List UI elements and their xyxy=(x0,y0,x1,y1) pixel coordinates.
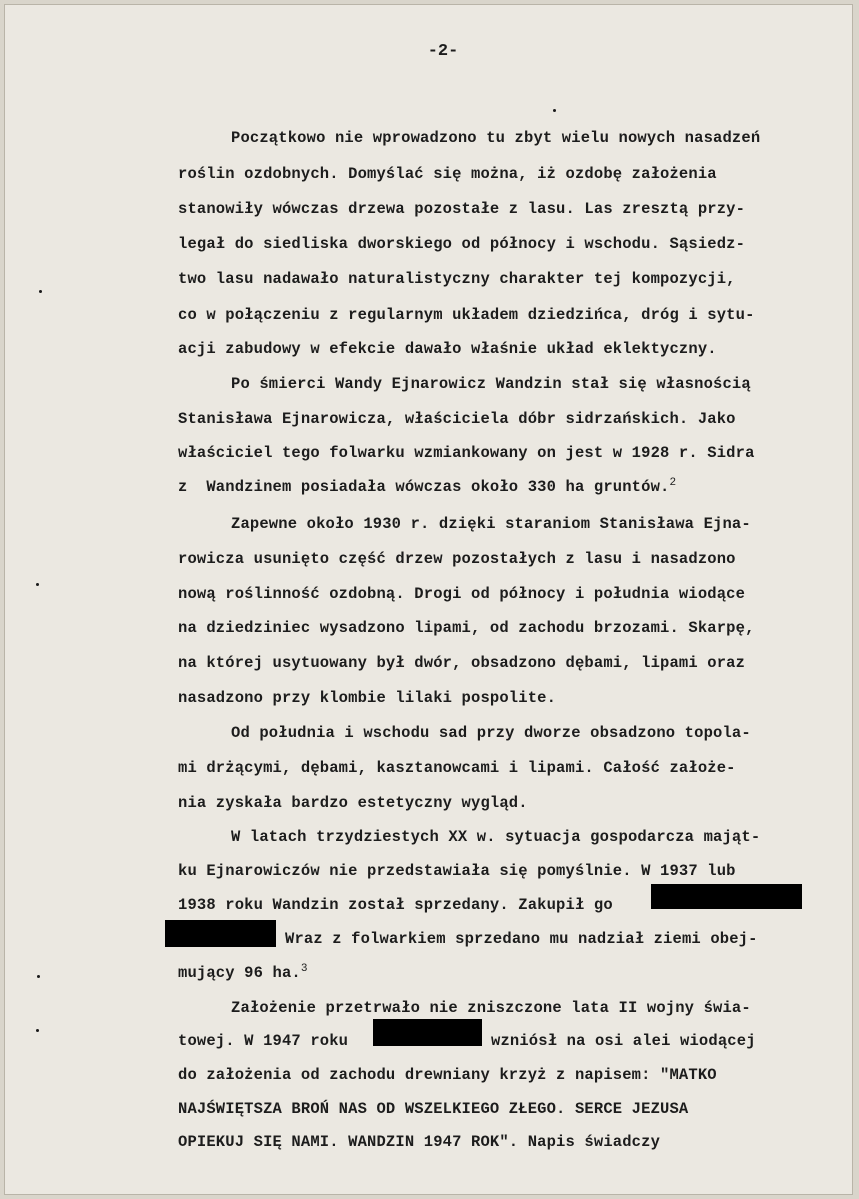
margin-speck xyxy=(37,975,40,978)
text-line xyxy=(178,477,676,496)
text-line: do założenia od zachodu drewniany krzyż z napisem: "MATKO xyxy=(178,1066,717,1084)
text-line: Stanisława Ejnarowicza, właściciela dóbr sidrzańskich. Jako xyxy=(178,410,736,428)
text-line: mi drżącymi, dębami, kasztanowcami i lipami. Całość założe- xyxy=(178,759,736,777)
text-line: Wraz z folwarkiem sprzedano mu nadział ziemi obej- xyxy=(285,930,758,948)
redaction-block xyxy=(373,1019,482,1046)
document-page xyxy=(4,4,853,1195)
text-line: OPIEKUJ SIĘ NAMI. WANDZIN 1947 ROK". Napis świadczy xyxy=(178,1133,661,1151)
text-line: właściciel tego folwarku wzmiankowany on jest w 1928 r. Sidra xyxy=(178,444,755,462)
text-line: Od południa i wschodu sad przy dworze obsadzono topola- xyxy=(231,724,751,742)
text-line: wzniósł na osi alei wiodącej xyxy=(491,1032,756,1050)
text-line-content: z Wandzinem posiadała wówczas około 330 ha gruntów. xyxy=(178,478,670,497)
text-line: ku Ejnarowiczów nie przedstawiała się pomyślnie. W 1937 lub xyxy=(178,862,736,880)
margin-speck xyxy=(36,583,39,586)
text-line: W latach trzydziestych XX w. sytuacja gospodarcza mająt- xyxy=(231,828,761,846)
text-line: Założenie przetrwało nie zniszczone lata II wojny świa- xyxy=(231,999,751,1017)
text-line: nia zyskała bardzo estetyczny wygląd. xyxy=(178,794,528,812)
text-line: na dziedziniec wysadzono lipami, od zachodu brzozami. Skarpę, xyxy=(178,619,755,637)
text-line-content: mujący 96 ha. xyxy=(178,964,301,983)
text-line xyxy=(178,963,308,982)
margin-speck xyxy=(553,109,556,112)
redaction-block xyxy=(651,884,802,909)
footnote-marker: 3 xyxy=(300,963,308,975)
margin-speck xyxy=(39,290,42,293)
text-line: acji zabudowy w efekcie dawało właśnie układ eklektyczny. xyxy=(178,340,717,358)
text-line: legał do siedliska dworskiego od północy i wschodu. Sąsiedz- xyxy=(178,235,746,253)
text-line: stanowiły wówczas drzewa pozostałe z lasu. Las zresztą przy- xyxy=(178,200,746,218)
text-line: na której usytuowany był dwór, obsadzono dębami, lipami oraz xyxy=(178,654,746,672)
text-line: two lasu nadawało naturalistyczny charakter tej kompozycji, xyxy=(178,270,736,288)
text-line: Zapewne około 1930 r. dzięki staraniom Stanisława Ejna- xyxy=(231,515,751,533)
text-line: nasadzono przy klombie lilaki pospolite. xyxy=(178,689,557,707)
footnote-marker: 2 xyxy=(669,477,677,489)
text-line: nową roślinność ozdobną. Drogi od północy i południa wiodące xyxy=(178,585,746,603)
text-line: Początkowo nie wprowadzono tu zbyt wielu nowych nasadzeń xyxy=(231,129,761,147)
margin-speck xyxy=(36,1029,39,1032)
text-line: roślin ozdobnych. Domyślać się można, iż ozdobę założenia xyxy=(178,165,717,183)
page-number: -2- xyxy=(427,42,459,61)
text-line: 1938 roku Wandzin został sprzedany. Zakupił go xyxy=(178,896,613,914)
text-line: NAJŚWIĘTSZA BROŃ NAS OD WSZELKIEGO ZŁEGO. SERCE JEZUSA xyxy=(178,1100,689,1118)
redaction-block xyxy=(165,920,276,947)
text-line: Po śmierci Wandy Ejnarowicz Wandzin stał się własnością xyxy=(231,375,751,393)
text-line: co w połączeniu z regularnym układem dziedzińca, dróg i sytu- xyxy=(178,306,755,324)
text-line: towej. W 1947 roku xyxy=(178,1032,349,1050)
text-line: rowicza usunięto część drzew pozostałych z lasu i nasadzono xyxy=(178,550,736,568)
